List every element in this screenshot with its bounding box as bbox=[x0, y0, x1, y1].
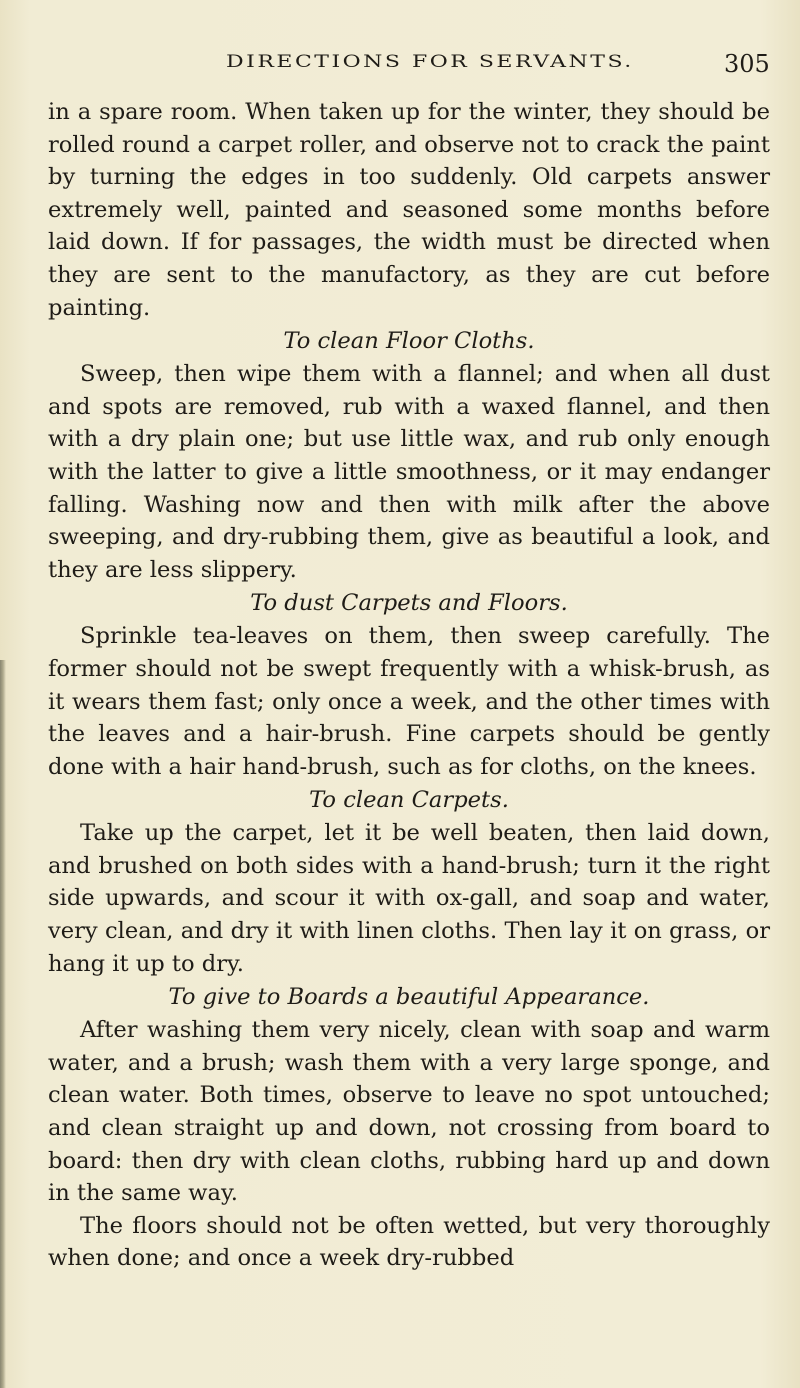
paragraph: Take up the carpet, let it be well beaten, then laid down, and brushed on both sides with a hand-brush; turn it the right side upwards, and scour it with ox-gall, and soap and water, very clean, and dry it with linen cloths. Then lay it on grass, or hang it up to dry. bbox=[48, 820, 770, 977]
paragraph: After washing them very nicely, clean with soap and warm water, and a brush; wash them with a very large sponge, and clean water. Both times, observe to leave no spot untouched; and clean straight up and down, not crossing from board to board: then dry with clean cloths, rubbing hard up and down in the same way. bbox=[48, 1017, 770, 1207]
paragraph: The floors should not be often wetted, but very thoroughly when done; and once a week dry-rubbed bbox=[48, 1212, 770, 1272]
section-heading-floor-cloths: To clean Floor Cloths. bbox=[283, 328, 535, 355]
paragraph: Sprinkle tea-leaves on them, then sweep carefully. The former should not be swept frequently with a whisk-brush, as it wears them fast; only once a week, and the other times with the leaves and a hair-brush. Fine carpets should be gently done with a hair hand-brush, such as for cloths, on the knees. bbox=[48, 623, 770, 780]
section-heading-dust-carpets: To dust Carpets and Floors. bbox=[250, 590, 568, 617]
section-heading-clean-carpets: To clean Carpets. bbox=[309, 787, 509, 814]
section-heading-boards: To give to Boards a beautiful Appearance. bbox=[168, 984, 650, 1011]
page-header bbox=[0, 52, 800, 92]
page-number: 305 bbox=[724, 50, 770, 78]
paragraph: Sweep, then wipe them with a flannel; and when all dust and spots are removed, rub with a waxed flannel, and then with a dry plain one; but use little wax, and rub only enough with the latter to give a little smoothness, or it may endanger falling. Washing now and then with milk after the above sweeping, and dry-rubbing them, give as beautiful a look, and they are less slippery. bbox=[48, 361, 770, 583]
page-edge-shadow bbox=[0, 660, 6, 1388]
paragraph: in a spare room. When taken up for the winter, they should be rolled round a carpet roller, and observe not to crack the paint by turning the edges in too suddenly. Old carpets answer extremely well, painted and seasoned some months before laid down. If for passages, the width must be directed when they are sent to the manufactory, as they are cut before painting. bbox=[48, 99, 770, 321]
running-head: DIRECTIONS FOR SERVANTS. bbox=[226, 52, 634, 72]
page-body bbox=[48, 96, 770, 1275]
